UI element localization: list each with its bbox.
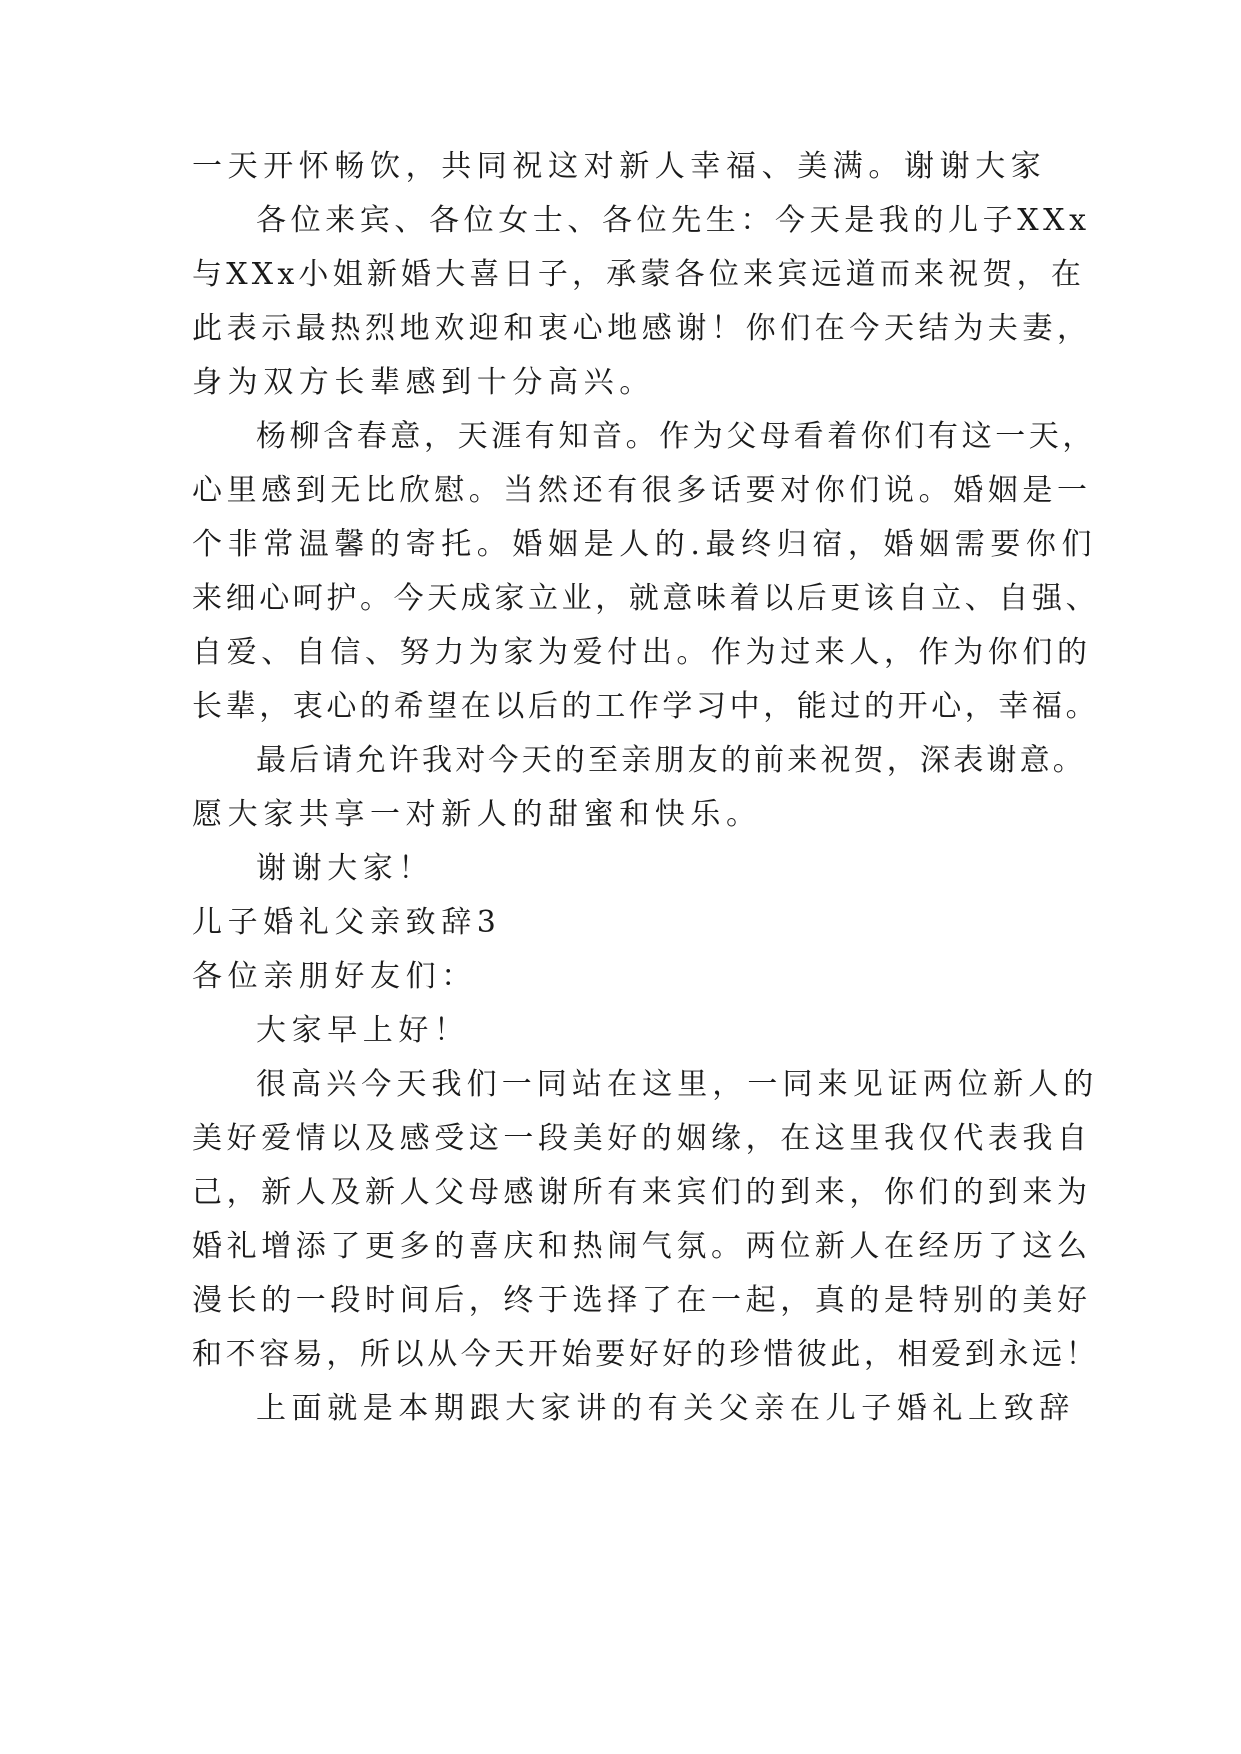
text-line: 愿大家共享一对新人的甜蜜和快乐。 — [192, 797, 762, 832]
text-line: 漫长的一段时间后，终于选择了在一起，真的是特别的美好 — [192, 1283, 1092, 1318]
text-line: 大家早上好！ — [256, 1013, 470, 1048]
text-line: 上面就是本期跟大家讲的有关父亲在儿子婚礼上致辞 — [256, 1391, 1075, 1426]
text-line: 美好爱情以及感受这一段美好的姻缘，在这里我仅代表我自 — [192, 1121, 1092, 1156]
text-line: 谢谢大家！ — [256, 851, 434, 886]
text-line: 身为双方长辈感到十分高兴。 — [192, 365, 655, 400]
text-line: 此表示最热烈地欢迎和衷心地感谢！你们在今天结为夫妻， — [192, 311, 1092, 346]
text-line: 婚礼增添了更多的喜庆和热闹气氛。两位新人在经历了这么 — [192, 1229, 1092, 1264]
text-line: 杨柳含春意，天涯有知音。作为父母看着你们有这一天， — [256, 419, 1096, 454]
text-line: 自爱、自信、努力为家为爱付出。作为过来人，作为你们的 — [192, 635, 1092, 670]
text-line: 心里感到无比欣慰。当然还有很多话要对你们说。婚姻是一 — [192, 473, 1092, 508]
text-line: 个非常温馨的寄托。婚姻是人的.最终归宿，婚姻需要你们 — [192, 527, 1098, 562]
text-line: 各位亲朋好友们： — [192, 959, 477, 994]
text-line: 长辈，衷心的希望在以后的工作学习中，能过的开心，幸福。 — [192, 689, 1100, 724]
text-line: 最后请允许我对今天的至亲朋友的前来祝贺，深表谢意。 — [256, 743, 1086, 778]
section-heading: 儿子婚礼父亲致辞3 — [192, 905, 502, 940]
text-line: 一天开怀畅饮，共同祝这对新人幸福、美满。谢谢大家 — [192, 149, 1047, 184]
text-line: 和不容易，所以从今天开始要好好的珍惜彼此，相爱到永远！ — [192, 1337, 1100, 1372]
text-line: 来细心呵护。今天成家立业，就意味着以后更该自立、自强、 — [192, 581, 1100, 616]
text-line: 很高兴今天我们一同站在这里，一同来见证两位新人的 — [256, 1067, 1099, 1102]
text-line: 与XXx小姐新婚大喜日子，承蒙各位来宾远道而来祝贺，在 — [192, 257, 1086, 292]
text-line: 己，新人及新人父母感谢所有来宾们的到来，你们的到来为 — [192, 1175, 1092, 1210]
text-line: 各位来宾、各位女士、各位先生：今天是我的儿子XXx — [256, 203, 1091, 238]
